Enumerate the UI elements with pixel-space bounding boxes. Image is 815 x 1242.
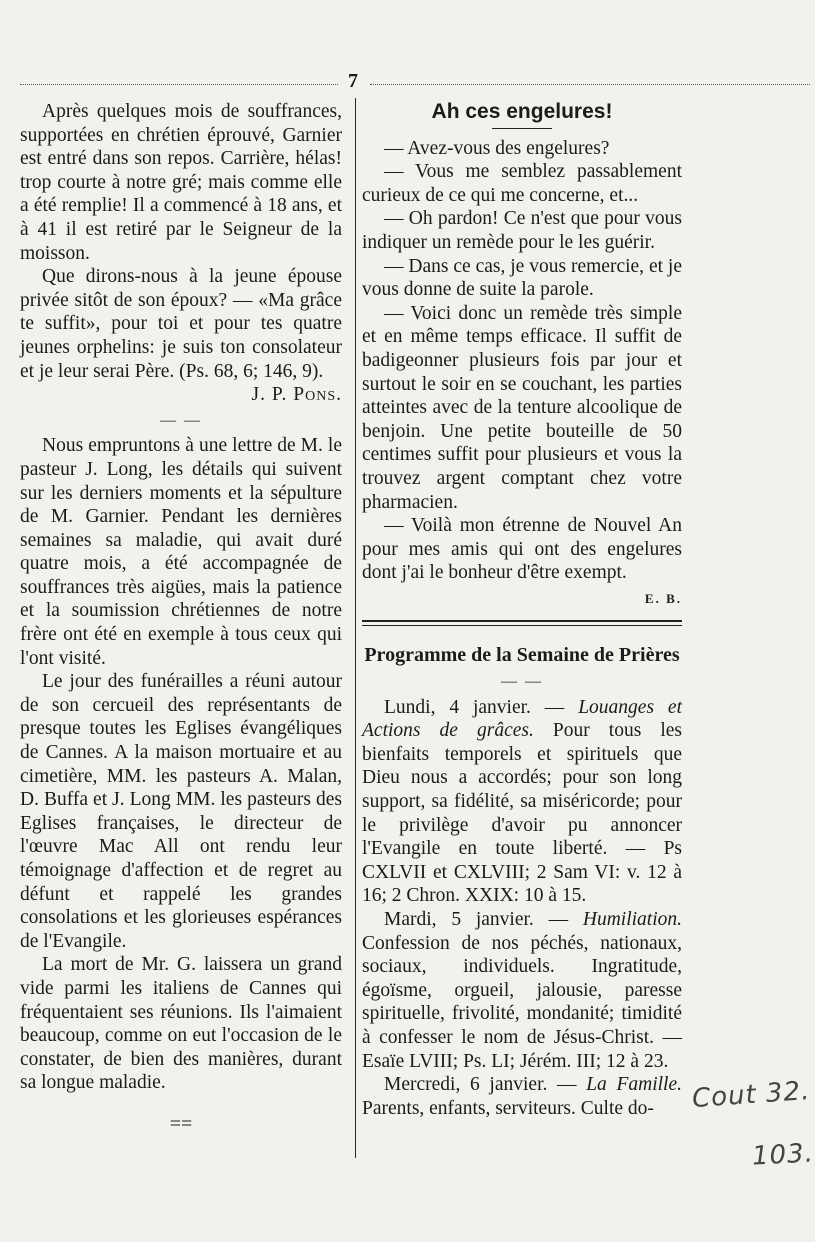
program-day xyxy=(362,908,682,1073)
section-rule xyxy=(362,620,682,626)
program-title: Programme de la Semaine de Prières xyxy=(364,644,680,667)
day-head: Mardi, 5 janvier. — xyxy=(384,909,569,930)
header-rule-right xyxy=(370,84,810,87)
handwritten-note: 103. xyxy=(751,1138,815,1172)
page-number: 7 xyxy=(348,70,358,92)
right-column xyxy=(362,100,682,1120)
day-head: Mercredi, 6 janvier. — xyxy=(384,1074,577,1096)
signature-eb: E. B. xyxy=(644,590,682,606)
title-rule xyxy=(492,128,552,129)
day-text: Parents, enfants, serviteurs. Culte do- xyxy=(362,1097,654,1119)
day-theme: Louanges et Actions de grâces. xyxy=(362,696,682,742)
column-divider xyxy=(355,98,356,1158)
paragraph: La mort de Mr. G. laissera un grand vide parmi les italiens de Cannes qui fréquentaient ses réunions. Ils l'aimaient beaucoup, comme on eut l'occasion de le constater, de bien des manières, durant sa longue maladie. xyxy=(20,954,342,1094)
dialogue-line: — Dans ce cas, je vous remercie, et je vous donne de suite la parole. xyxy=(362,255,682,301)
paragraph: Que dirons-nous à la jeune épouse privée sitôt de son époux? — «Ma grâce te suffit», pour toi et pour tes quatre jeunes orphelins: je suis ton consolateur et je leur serai Père. (Ps. 68, 6; 146, 9). xyxy=(20,266,342,382)
dialogue-line: — Avez-vous des engelures? xyxy=(384,137,610,159)
day-theme: Humiliation. xyxy=(582,909,683,930)
left-column xyxy=(20,100,342,1135)
day-theme: La Famille. xyxy=(586,1074,682,1096)
dialogue-line: — Vous me semblez passablement curieux de ce qui me concerne, et... xyxy=(362,161,682,206)
article-title: Ah ces engelures! xyxy=(431,100,613,123)
program-day xyxy=(362,696,682,908)
end-mark: == xyxy=(169,1112,193,1135)
separator: — — xyxy=(160,411,202,429)
paragraph: Nous empruntons à une lettre de M. le pasteur J. Long, les détails qui suivent sur les derniers moments et la sépulture de M. Garnier. Pendant les dernières semaines sa maladie, qui avait duré quatre mois, a été accompagnée de souffrances très aigües, mais la patience et la soumission chrétiennes de notre frère ont été en exemple à tous ceux qui l'ont visité. xyxy=(20,435,342,669)
paragraph: Après quelques mois de souffrances, supportées en chrétien éprouvé, Garnier est entré dans son repos. Carrière, hélas! trop courte à notre gré; mais comme elle a été remplie! Il a commencé à 18 ans, et à 41 il est retiré par le Seigneur de la moisson. xyxy=(20,101,342,264)
paragraph: Le jour des funérailles a réuni autour de son cercueil des représentants de presque toutes les Eglises évangéliques de Cannes. A la maison mortuaire et au cimetière, MM. les pasteurs A. Malan, D. Buffa et J. Long MM. les pasteurs des Eglises françaises, le directeur de l'œuvre Mac All ont rendu leur témoignage d'affection et de regret au défunt et rappelé les grandes consolations et les glorieuses espérances de l'Evangile. xyxy=(20,671,342,952)
day-head: Lundi, 4 janvier. — xyxy=(384,696,565,718)
handwritten-note: Cout 32. xyxy=(691,1075,812,1115)
day-text: Confession de nos péchés, nationaux, sociaux, individuels. Ingratitude, égoïsme, orgueil, jalousie, paresse spirituelle, frivolité, mondanité; timidité à confesser le nom de Jésus-Christ. — Esaïe LVIII; Ps. LI; Jérém. III; 12 à 23. xyxy=(362,932,682,1072)
dialogue-line: — Oh pardon! Ce n'est que pour vous indiquer un remède pour le les guérir. xyxy=(362,208,682,253)
signature-pons: J. P. Pons. xyxy=(251,384,342,406)
day-text: Pour tous les bienfaits temporels et spirituels que Dieu nous a accordés; pour son long support, sa fidélité, sa miséricorde; pour le privilège d'avoir pu annoncer l'Evangile en toute liberté. — Ps CXLVII et CXLVIII; 2 Sam VI: v. 12 à 16; 2 Chron. XXIX: 10 à 15. xyxy=(362,720,683,907)
program-day xyxy=(362,1073,682,1120)
dialogue-line: — Voici donc un remède très simple et en même temps efficace. Il suffit de badigeonner plusieurs fois par jour et surtout le soir en se couchant, les parties atteintes avec de la tenture alcoolique de benjoin. Une petite bouteille de 50 centimes suffit pour plusieurs et vous la trouvez argent comptant chez votre pharmacien. xyxy=(362,302,682,513)
separator: — — xyxy=(501,673,543,691)
dialogue-line: — Voilà mon étrenne de Nouvel An pour mes amis qui ont des engelures dont j'ai le bonheur d'être exempt. xyxy=(362,515,682,584)
header-rule-left xyxy=(20,84,338,87)
